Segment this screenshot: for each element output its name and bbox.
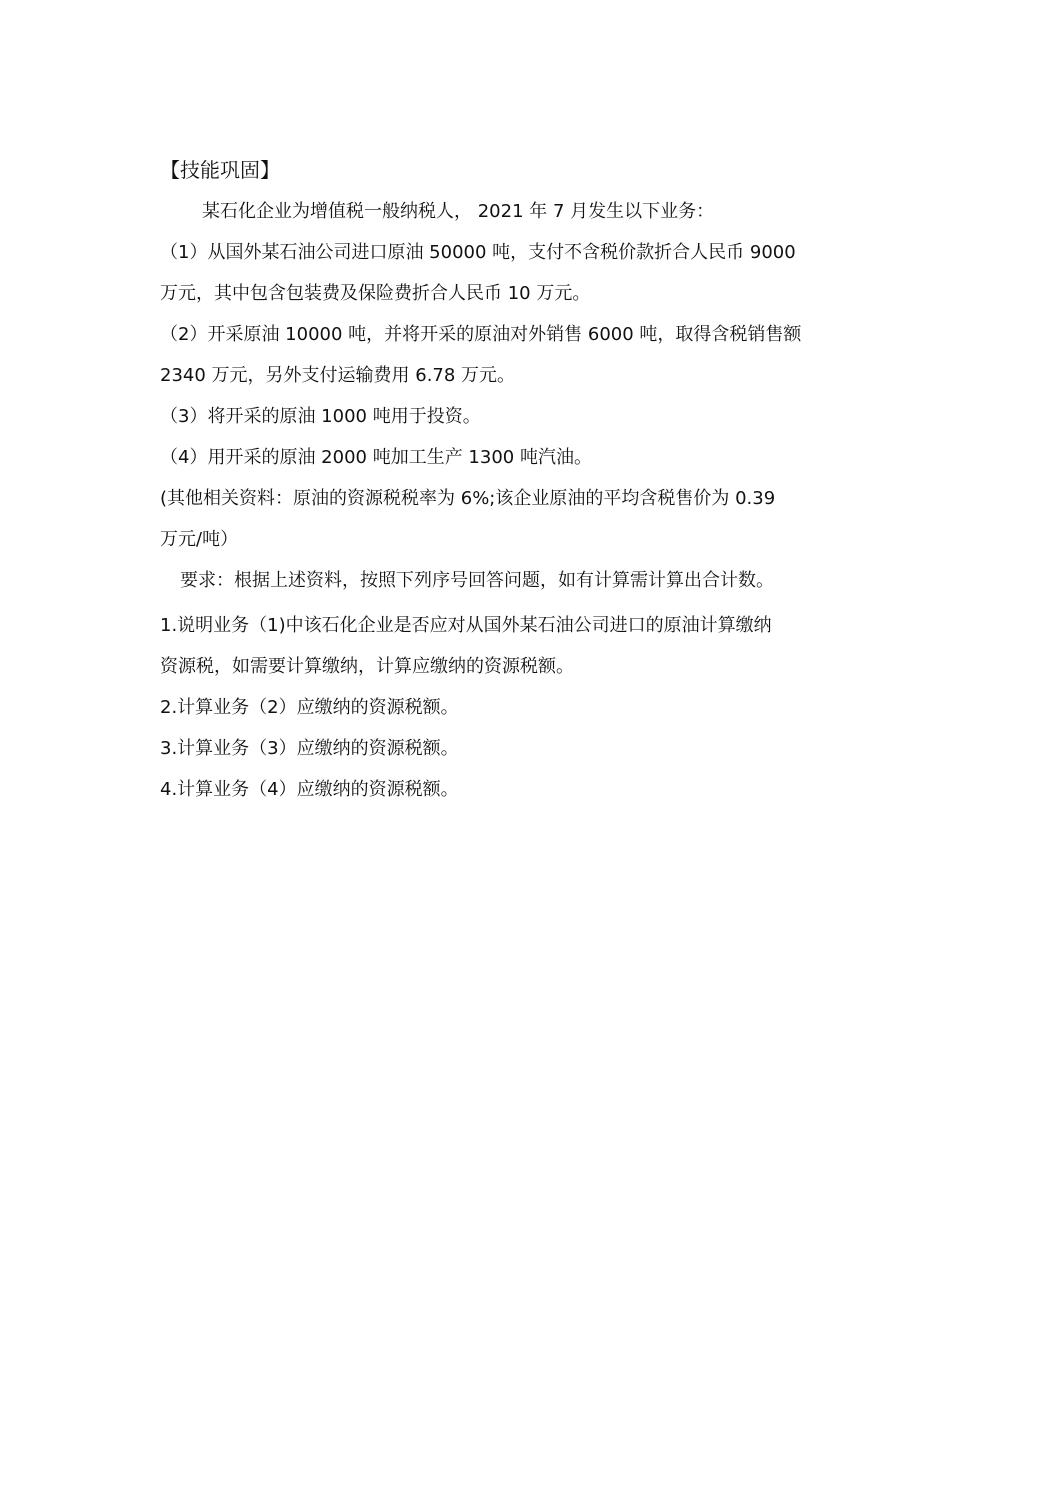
question-item-1 [160, 605, 900, 687]
question-item-4 [160, 769, 900, 810]
question-item-3 [160, 728, 900, 769]
business-2-line-1: （2）开采原油 10000 吨，并将开采的原油对外销售 6000 吨，取得含税销售额 [160, 324, 802, 345]
business-item-3 [160, 396, 900, 437]
question-1-line-2: 资源税，如需要计算缴纳，计算应缴纳的资源税额。 [160, 656, 574, 677]
question-4-line-1: 4.计算业务（4）应缴纳的资源税额。 [160, 779, 459, 800]
business-1-line-1: （1）从国外某石油公司进口原油 50000 吨，支付不含税价款折合人民币 9000 [160, 242, 796, 263]
business-item-2 [160, 314, 900, 396]
business-1-line-2: 万元，其中包含包装费及保险费折合人民币 10 万元。 [160, 283, 591, 304]
intro-paragraph: 某石化企业为增值税一般纳税人， 2021 年 7 月发生以下业务： [202, 201, 715, 222]
business-4-line-1: （4）用开采的原油 2000 吨加工生产 1300 吨汽油。 [160, 447, 592, 468]
business-list [160, 232, 900, 478]
question-item-2 [160, 687, 900, 728]
other-info-paragraph [160, 478, 900, 560]
other-info-line-1: (其他相关资料：原油的资源税税率为 6%;该企业原油的平均含税售价为 0.39 [160, 488, 776, 509]
document-content [160, 150, 900, 810]
business-3-line-1: （3）将开采的原油 1000 吨用于投资。 [160, 406, 481, 427]
question-2-line-1: 2.计算业务（2）应缴纳的资源税额。 [160, 697, 459, 718]
other-info-line-2: 万元/吨） [160, 529, 239, 550]
business-2-line-2: 2340 万元，另外支付运输费用 6.78 万元。 [160, 365, 516, 386]
requirement-paragraph: 要求：根据上述资料，按照下列序号回答问题，如有计算需计算出合计数。 [180, 570, 774, 591]
business-item-4 [160, 437, 900, 478]
section-heading: 【技能巩固】 [160, 158, 280, 182]
question-1-line-1: 1.说明业务（1)中该石化企业是否应对从国外某石油公司进口的原油计算缴纳 [160, 615, 772, 636]
question-3-line-1: 3.计算业务（3）应缴纳的资源税额。 [160, 738, 459, 759]
business-item-1 [160, 232, 900, 314]
question-list [160, 605, 900, 810]
